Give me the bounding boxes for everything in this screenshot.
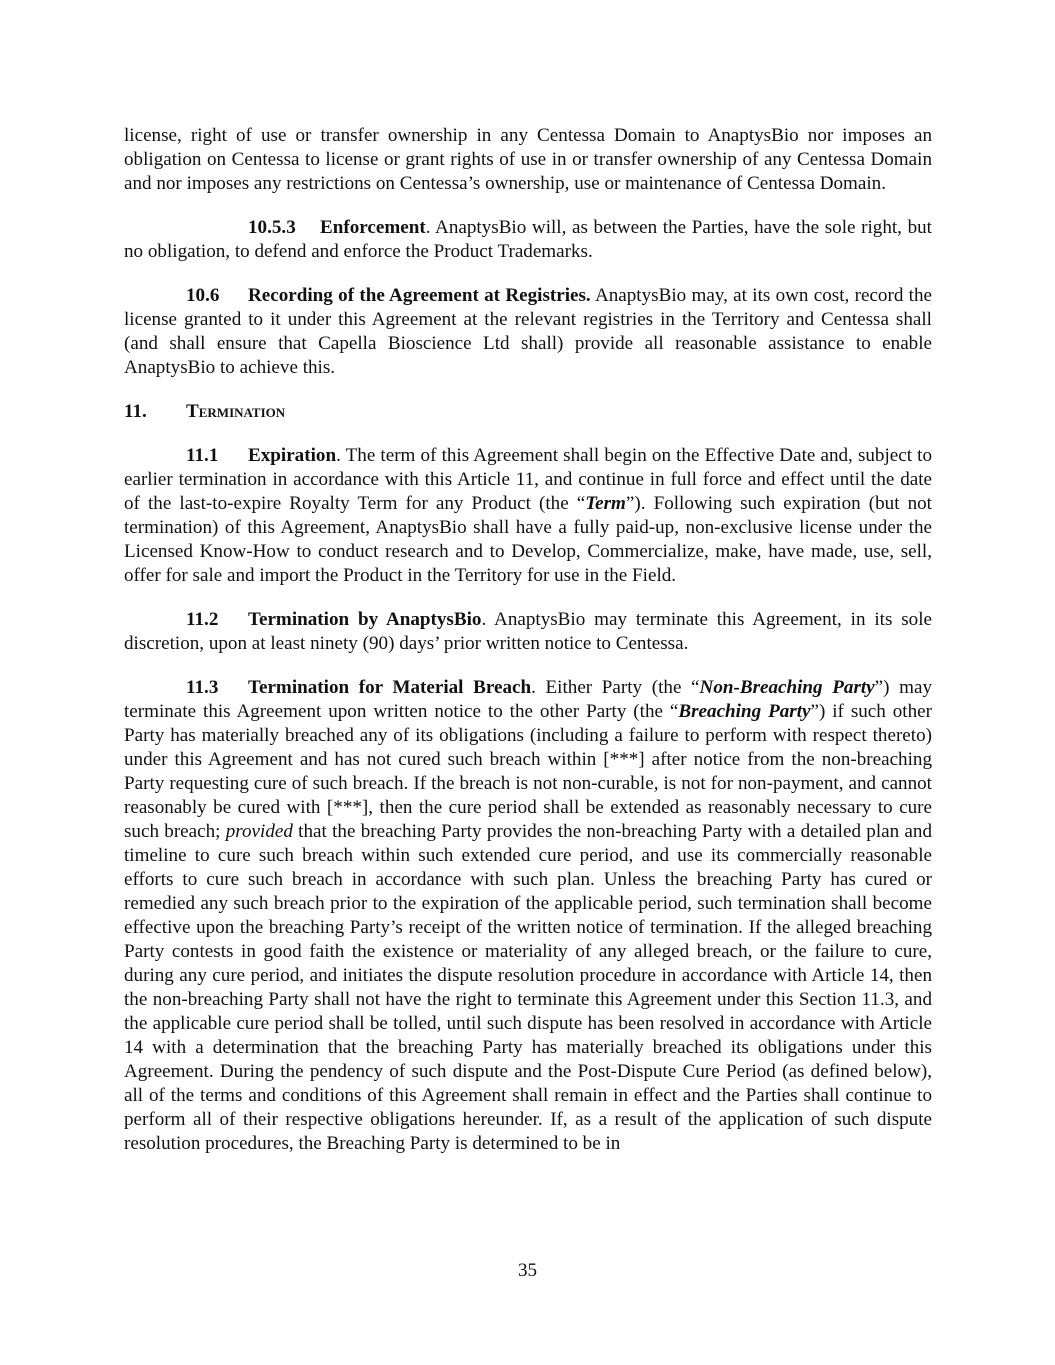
section-text: . AnaptysBio will, as between the Parties, have the sole right, but no obligation, to defend and enforce the Product Trademarks.	[124, 217, 932, 262]
document-page	[124, 124, 932, 1156]
section-number: 11.1	[186, 445, 219, 466]
article-title: Termination	[186, 401, 286, 422]
defined-term: Term	[585, 493, 626, 514]
section-title: Termination by AnaptysBio	[248, 609, 482, 630]
section-title: Enforcement	[320, 217, 426, 238]
section-11-3	[124, 676, 932, 1156]
emphasis-provided: provided	[225, 821, 293, 842]
section-11-1	[124, 444, 932, 588]
section-text: . Either Party (the “	[531, 677, 700, 698]
section-number: 10.5.3	[248, 217, 296, 238]
defined-term: Breaching Party	[678, 701, 811, 722]
section-number: 10.6	[186, 285, 220, 306]
article-11-heading	[124, 400, 932, 424]
section-text: that the breaching Party provides the non-breaching Party with a detailed plan and timeline to cure such breach within such extended cure period, and use its commercially reasonable efforts to cure such breach in accordance with such plan. Unless the breaching Party has cured or remedied any such breach prior to the expiration of the applicable period, such termination shall become effective upon the breaching Party’s receipt of the written notice of termination. If the alleged breaching Party contests in good faith the existence or materiality of any alleged breach, or the failure to cure, during any cure period, and initiates the dispute resolution procedure in accordance with Article 14, then the non-breaching Party shall not have the right to terminate this Agreement under this Section 11.3, and the applicable cure period shall be tolled, until such dispute has been resolved in accordance with Article 14 with a determination that the breaching Party has materially breached its obligations under this Agreement. During the pendency of such dispute and the Post-Dispute Cure Period (as defined below), all of the terms and conditions of this Agreement shall remain in effect and the Parties shall continue to perform all of their respective obligations hereunder. If, as a result of the application of such dispute resolution procedures, the Breaching Party is determined to be in	[124, 821, 932, 1154]
section-text: AnaptysBio may, at its own cost, record the license granted to it under this Agreement at the relevant registries in the Territory and Centessa shall (and shall ensure that Capella Bioscience Ltd shall) provide all reasonable assistance to enable AnaptysBio to achieve this.	[124, 285, 933, 378]
section-text: ”) if such other Party has materially breached any of its obligations (including a failure to perform with respect thereto) under this Agreement and has not cured such breach within [***] after notice from the non-breaching Party requesting cure of such breach. If the breach is not non-curable, is not for non-payment, and cannot reasonably be cured with [***], then the cure period shall be extended as reasonably necessary to cure such breach;	[124, 701, 932, 842]
section-10-5-3	[124, 216, 932, 264]
section-text: ”). Following such expiration (but not termination) of this Agreement, AnaptysBio shall have a fully paid-up, non-exclusive license under the Licensed Know-How to conduct research and to Develop, Commercialize, make, have made, use, sell, offer for sale and import the Product in the Territory for use in the Field.	[124, 493, 932, 586]
paragraph-continuation: license, right of use or transfer ownership in any Centessa Domain to AnaptysBio nor imposes an obligation on Centessa to license or grant rights of use in or transfer ownership of any Centessa Domain and nor imposes any restrictions on Centessa’s ownership, use or maintenance of Centessa Domain.	[124, 125, 932, 194]
section-10-6	[124, 284, 932, 380]
article-number: 11.	[124, 401, 147, 422]
section-text: . The term of this Agreement shall begin on the Effective Date and, subject to earlier termination in accordance with this Article 11, and continue in full force and effect until the date of the last-to-expire Royalty Term for any Product (the “	[124, 445, 932, 514]
page-number: 35	[517, 1260, 538, 1281]
section-11-2	[124, 608, 932, 656]
section-title: Recording of the Agreement at Registries.	[248, 285, 591, 306]
section-number: 11.3	[186, 677, 219, 698]
section-title: Termination for Material Breach	[248, 677, 532, 698]
section-number: 11.2	[186, 609, 219, 630]
section-title: Expiration	[248, 445, 337, 466]
section-text: ”) may terminate this Agreement upon written notice to the other Party (the “	[124, 677, 932, 722]
defined-term: Non-Breaching Party	[699, 677, 875, 698]
section-text: . AnaptysBio may terminate this Agreement, in its sole discretion, upon at least ninety (90) days’ prior written notice to Centessa.	[124, 609, 932, 654]
